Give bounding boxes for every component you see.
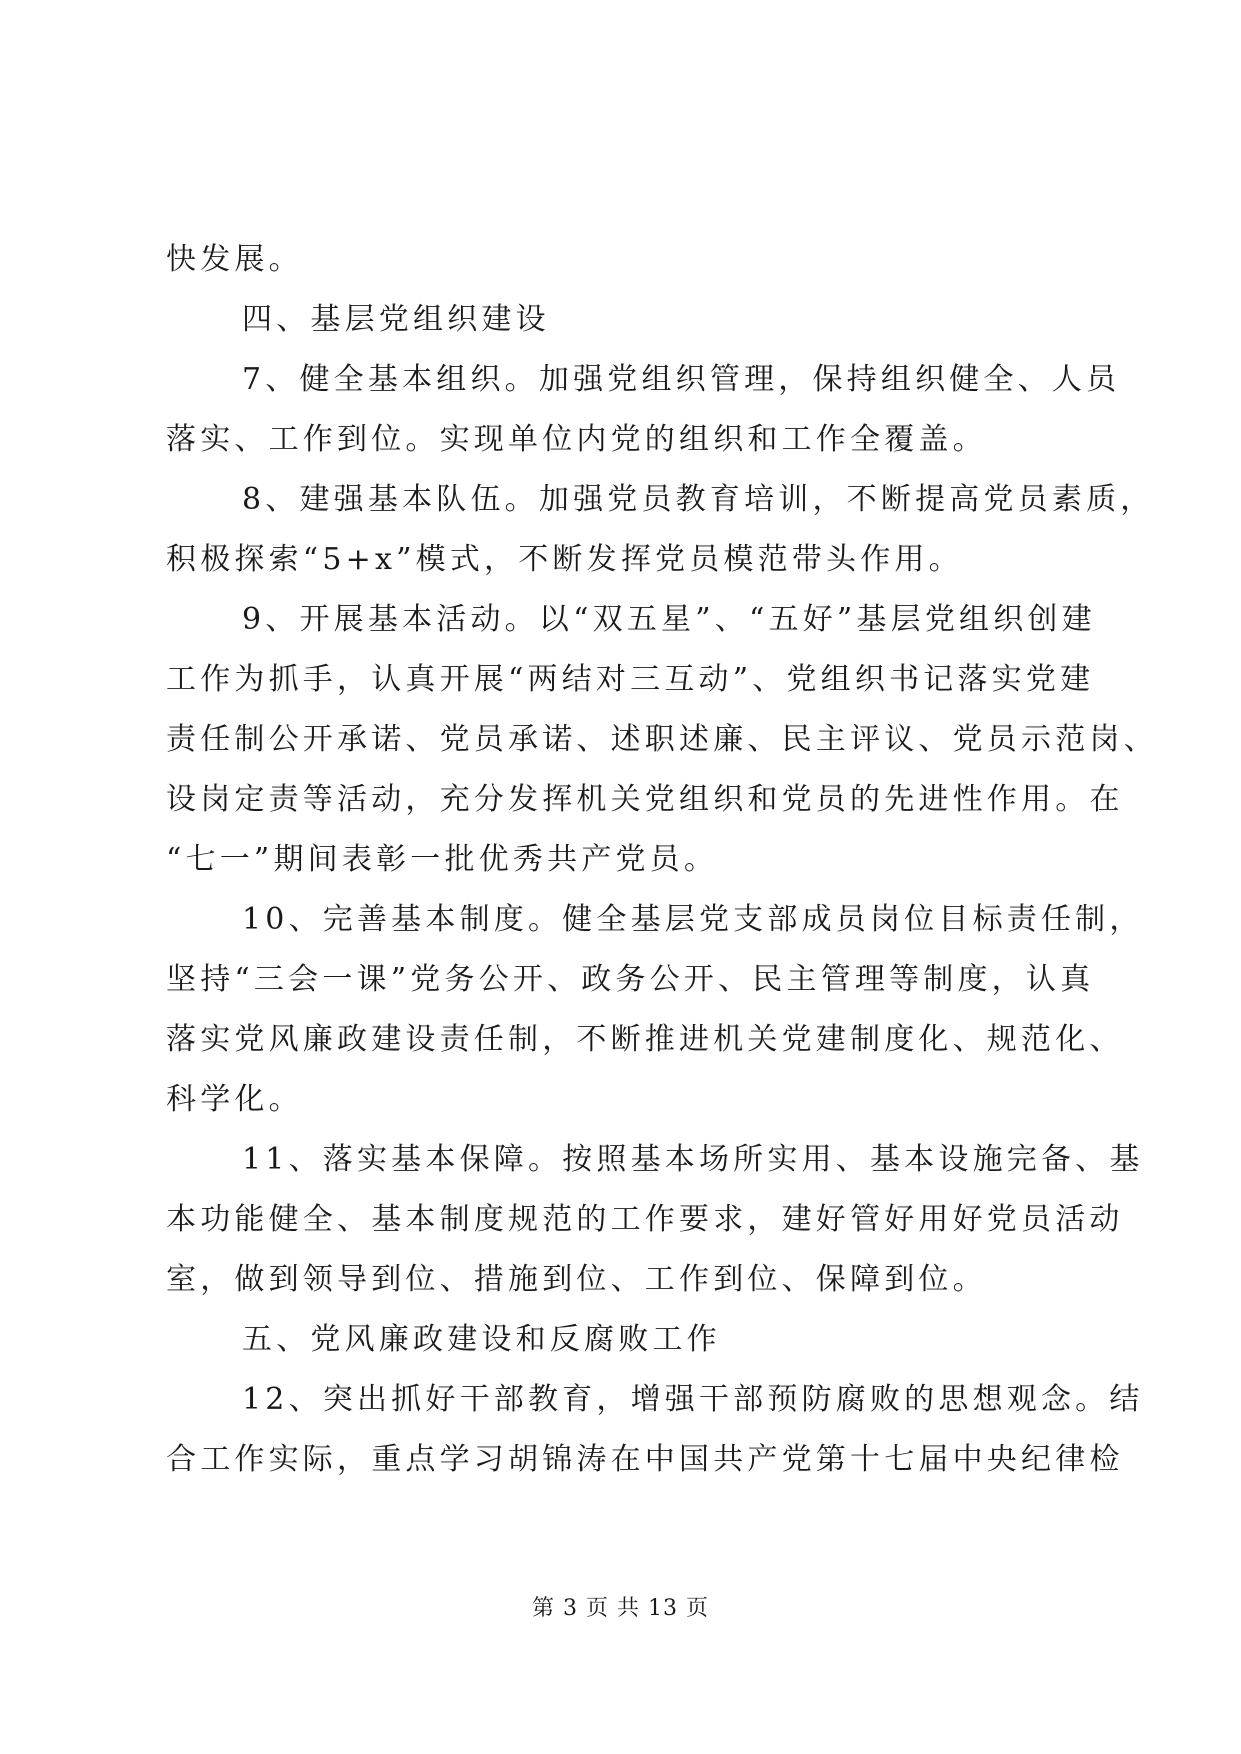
- text-line: 室，做到领导到位、措施到位、工作到位、保障到位。: [166, 1262, 987, 1297]
- section-heading: 四、基层党组织建设: [242, 302, 550, 337]
- text-line: “七一”期间表彰一批优秀共产党员。: [166, 842, 719, 877]
- text-line: 设岗定责等活动，充分发挥机关党组织和党员的先进性作用。在: [166, 782, 1124, 817]
- text-line: 积极探索“5+x”模式，不断发挥党员模范带头作用。: [166, 542, 963, 577]
- text-line: 落实、工作到位。实现单位内党的组织和工作全覆盖。: [166, 422, 987, 457]
- section-heading: 五、党风廉政建设和反腐败工作: [242, 1322, 721, 1357]
- text-line: 落实党风廉政建设责任制，不断推进机关党建制度化、规范化、: [166, 1022, 1124, 1057]
- text-line: 11、落实基本保障。按照基本场所实用、基本设施完备、基: [242, 1142, 1144, 1177]
- text-line: 科学化。: [166, 1082, 303, 1117]
- text-line: 10、完善基本制度。健全基层党支部成员岗位目标责任制，: [242, 902, 1144, 937]
- page-number-footer: 第 3 页 共 13 页: [532, 1596, 709, 1621]
- text-line: 9、开展基本活动。以“双五星”、“五好”基层党组织创建: [242, 602, 1096, 637]
- text-line: 合工作实际，重点学习胡锦涛在中国共产党第十七届中央纪律检: [166, 1442, 1124, 1477]
- text-line: 本功能健全、基本制度规范的工作要求，建好管好用好党员活动: [166, 1202, 1124, 1237]
- text-line: 坚持“三会一课”党务公开、政务公开、民主管理等制度，认真: [166, 962, 1095, 997]
- text-line: 快发展。: [166, 242, 303, 277]
- document-body: [166, 230, 1158, 1490]
- text-line: 8、建强基本队伍。加强党员教育培训，不断提高党员素质，: [242, 482, 1155, 517]
- text-line: 12、突出抓好干部教育，增强干部预防腐败的思想观念。结: [242, 1382, 1144, 1417]
- text-line: 责任制公开承诺、党员承诺、述职述廉、民主评议、党员示范岗、: [166, 722, 1158, 757]
- text-line: 7、健全基本组织。加强党组织管理，保持组织健全、人员: [242, 362, 1121, 397]
- text-line: 工作为抓手，认真开展“两结对三互动”、党组织书记落实党建: [166, 662, 1095, 697]
